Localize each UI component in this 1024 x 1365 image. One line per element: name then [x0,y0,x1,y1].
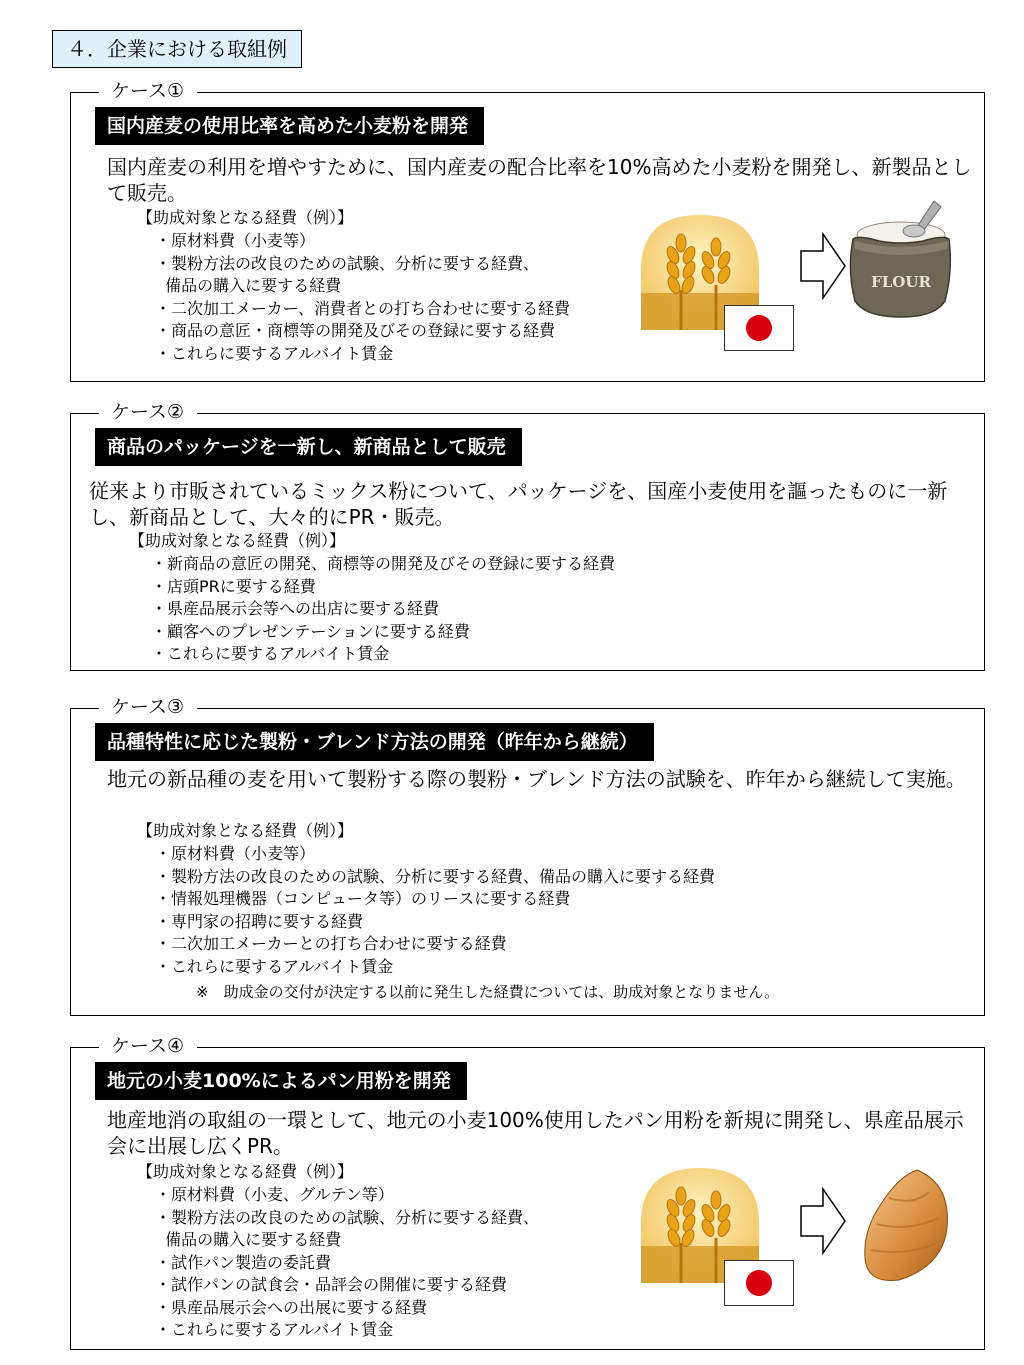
case-2 [70,401,985,671]
list-item: ・製粉方法の改良のための試験、分析に要する経費、 備品の購入に要する経費 [155,253,540,295]
list-item: ・原材料費（小麦、グルテン等） [155,1185,394,1204]
bread-icon [859,1166,955,1284]
list-item: ・これらに要するアルバイト賃金 [151,644,390,663]
case-heading: 国内産麦の使用比率を高めた小麦粉を開発 [95,107,484,145]
cost-list [155,1184,539,1342]
list-item: ・商品の意匠・商標等の開発及びその登録に要する経費 [155,321,556,340]
list-item: ・これらに要するアルバイト賃金 [155,956,394,976]
cost-title: 【助成対象となる経費（例）】 [137,208,354,227]
list-item: ・試作パン製造の委託費 [155,1252,332,1272]
list-item: ・これらに要するアルバイト賃金 [155,343,394,363]
list-item: ・これらに要するアルバイト賃金 [155,1320,394,1339]
list-item: ・県産品展示会等への出店に要する経費 [151,599,440,618]
case-label: ケース④ [99,1033,197,1059]
list-item: ・原材料費（小麦等） [155,844,316,863]
case-label: ケース① [99,78,197,104]
japan-flag-icon [724,305,794,351]
case-heading: 商品のパッケージを一新し、新商品として販売 [95,428,522,466]
list-item: ・店頭PRに要する経費 [151,576,316,596]
case-description: 国内産麦の利用を増やすために、国内産麦の配合比率を10%高めた小麦粉を開発し、新製品として販売。 [107,155,972,205]
arrow-right-icon [799,1186,847,1256]
note: ※ 助成金の交付が決定する以前に発生した経費については、助成対象となりません。 [196,983,780,1001]
case-1 [70,80,985,382]
cost-title: 【助成対象となる経費（例）】 [129,531,346,550]
case-description: 地産地消の取組の一環として、地元の小麦100%使用したパン用粉を新規に開発し、県産品展示会に出展し広くPR。 [107,1108,964,1158]
case-description: 地元の新品種の麦を用いて製粉する際の製粉・ブレンド方法の試験を、昨年から継続して実施。 [107,767,966,791]
case-4 [70,1035,985,1350]
list-item: ・製粉方法の改良のための試験、分析に要する経費、 備品の購入に要する経費 [155,1207,540,1249]
flour-sack-icon [839,201,957,321]
list-item: ・試作パンの試食会・品評会の開催に要する経費 [155,1275,508,1294]
case-label: ケース② [99,399,197,425]
list-item: ・情報処理機器（コンピュータ等）のリースに要する経費 [155,889,571,908]
cost-list [155,843,715,978]
cost-title: 【助成対象となる経費（例）】 [137,821,354,840]
case-description: 従来より市販されているミックス粉について、パッケージを、国産小麦使用を謳ったものに一新し、新商品として、大々的にPR・販売。 [89,479,948,529]
section-title: ４．企業における取組例 [52,30,302,68]
japan-flag-icon [724,1260,794,1306]
case-heading: 地元の小麦100%によるパン用粉を開発 [95,1062,467,1100]
list-item: ・専門家の招聘に要する経費 [155,911,364,931]
list-item: ・二次加工メーカーとの打ち合わせに要する経費 [155,934,507,953]
case-heading: 品種特性に応じた製粉・ブレンド方法の開発（昨年から継続） [95,723,654,761]
list-item: ・顧客へのプレゼンテーションに要する経費 [151,621,470,641]
list-item: ・県産品展示会への出展に要する経費 [155,1297,428,1317]
case-3 [70,696,985,1016]
cost-title: 【助成対象となる経費（例）】 [137,1162,354,1181]
cost-list [151,553,615,666]
list-item: ・原材料費（小麦等） [155,231,316,250]
list-item: ・製粉方法の改良のための試験、分析に要する経費、備品の購入に要する経費 [155,866,716,886]
cost-list [155,230,570,365]
list-item: ・二次加工メーカー、消費者との打ち合わせに要する経費 [155,298,571,318]
sack-label: FLOUR [871,273,931,291]
case-label: ケース③ [99,694,197,720]
list-item: ・新商品の意匠の開発、商標等の開発及びその登録に要する経費 [151,554,616,573]
